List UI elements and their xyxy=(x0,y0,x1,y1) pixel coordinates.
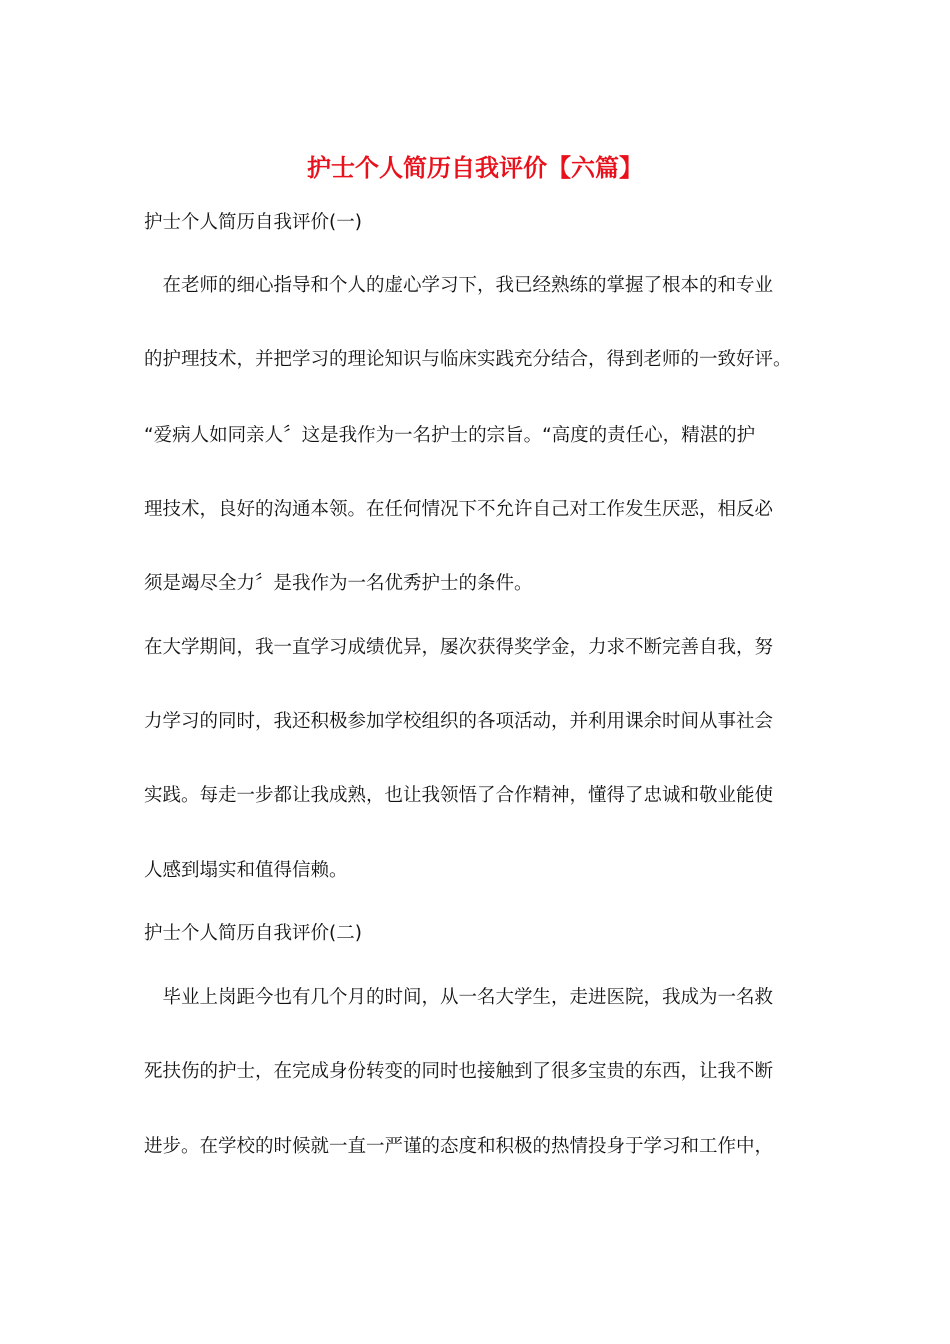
section-heading-2: 护士个人简历自我评价(二) xyxy=(144,923,362,944)
paragraph-line: 人感到塌实和值得信赖。 xyxy=(144,860,348,881)
paragraph-line: 在大学期间，我一直学习成绩优异，屡次获得奖学金，力求不断完善自我，努 xyxy=(144,637,774,658)
document-title: 护士个人简历自我评价【六篇】 xyxy=(307,153,643,182)
paragraph-line: 力学习的同时，我还积极参加学校组织的各项活动，并利用课余时间从事社会 xyxy=(144,711,774,732)
paragraph-line: 实践。每走一步都让我成熟，也让我领悟了合作精神，懂得了忠诚和敬业能使 xyxy=(144,785,774,806)
paragraph-line: 毕业上岗距今也有几个月的时间，从一名大学生，走进医院，我成为一名救 xyxy=(144,987,774,1008)
section-heading-1: 护士个人简历自我评价(一) xyxy=(144,212,362,233)
paragraph-line: 的护理技术，并把学习的理论知识与临床实践充分结合，得到老师的一致好评。 xyxy=(144,349,792,370)
paragraph-line: 死扶伤的护士，在完成身份转变的同时也接触到了很多宝贵的东西，让我不断 xyxy=(144,1061,774,1082)
paragraph-line: 在老师的细心指导和个人的虚心学习下，我已经熟练的掌握了根本的和专业 xyxy=(144,275,774,296)
paragraph-line: 进步。在学校的时候就一直一严谨的态度和积极的热情投身于学习和工作中， xyxy=(144,1136,774,1157)
paragraph-line: 理技术，良好的沟通本领。在任何情况下不允许自己对工作发生厌恶，相反必 xyxy=(144,499,774,520)
paragraph-line: “爱病人如同亲人〞这是我作为一名护士的宗旨。“高度的责任心，精湛的护 xyxy=(144,425,756,446)
paragraph-line: 须是竭尽全力〞是我作为一名优秀护士的条件。 xyxy=(144,573,533,594)
